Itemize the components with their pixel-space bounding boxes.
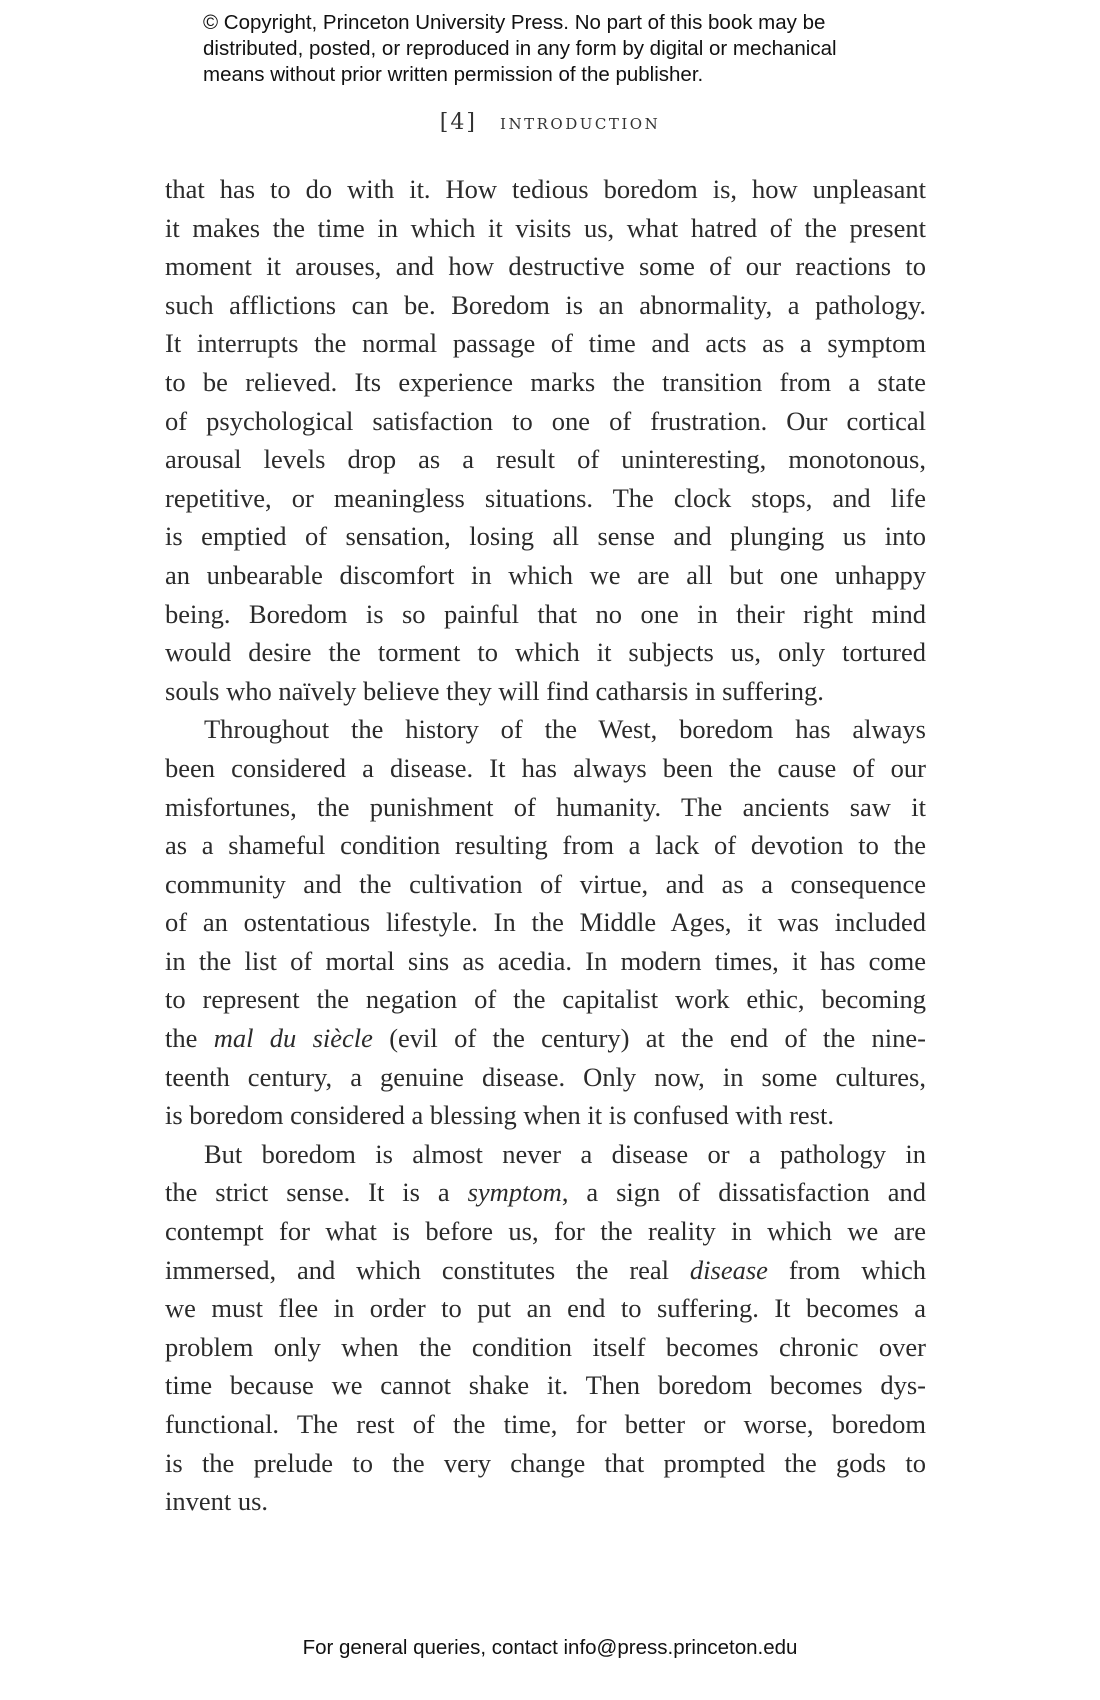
text-segment: , a sign of dissatisfaction and	[561, 1177, 926, 1208]
text-segment: from which	[767, 1254, 926, 1285]
running-header	[0, 110, 1100, 135]
text-line	[165, 1019, 926, 1058]
text-line: teenth century, a genuine disease. Only now, in some cultures,	[165, 1061, 926, 1092]
text-line: we must flee in order to put an end to suffering. It becomes a	[165, 1293, 926, 1324]
italic-text: disease	[689, 1254, 768, 1285]
text-line: as a shameful condition resulting from a lack of devotion to the	[165, 830, 926, 861]
text-line: is emptied of sensation, losing all sense and plunging us into	[165, 521, 926, 552]
text-segment: immersed, and which constitutes the real	[165, 1254, 690, 1285]
footer-contact: For general queries, contact info@press.princeton.edu	[302, 1636, 798, 1659]
text-line: would desire the torment to which it subjects us, only tortured	[165, 637, 926, 668]
text-line: But boredom is almost never a disease or a pathology in	[204, 1138, 926, 1169]
text-line: that has to do with it. How tedious boredom is, how unpleasant	[165, 174, 926, 204]
text-line: functional. The rest of the time, for better or worse, boredom	[165, 1409, 926, 1439]
text-line: of psychological satisfaction to one of frustration. Our cortical	[165, 405, 926, 436]
text-line: arousal levels drop as a result of uninteresting, monotonous,	[165, 444, 926, 475]
text-line: moment it arouses, and how destructive some of our reactions to	[165, 251, 926, 282]
copyright-line: distributed, posted, or reproduced in any form by digital or mechanical	[203, 37, 837, 60]
text-line	[165, 1251, 926, 1290]
text-line: community and the cultivation of virtue, and as a consequence	[165, 868, 926, 899]
body-text	[165, 170, 926, 1521]
text-line: to be relieved. Its experience marks the transition from a state	[165, 366, 926, 397]
text-line: an unbearable discomfort in which we are all but one unhappy	[165, 559, 926, 590]
running-title: INTRODUCTION	[500, 115, 661, 133]
text-line: repetitive, or meaningless situations. The clock stops, and life	[165, 482, 926, 513]
text-line: contempt for what is before us, for the reality in which we are	[165, 1216, 926, 1247]
page-number: [4]	[439, 110, 477, 135]
text-line	[165, 1173, 926, 1212]
text-line: to represent the negation of the capitalist work ethic, becoming	[165, 984, 926, 1015]
text-segment: the strict sense. It is a	[165, 1177, 468, 1208]
text-line: it makes the time in which it visits us, what hatred of the present	[165, 212, 926, 243]
text-segment: the	[165, 1023, 214, 1054]
text-line: is boredom considered a blessing when it is confused with rest.	[165, 1100, 834, 1131]
italic-text: mal du siècle	[213, 1023, 373, 1054]
text-line: been considered a disease. It has always been the cause of our	[165, 752, 926, 783]
text-line: souls who naïvely believe they will find catharsis in suffering.	[165, 675, 824, 706]
text-line: such afflictions can be. Boredom is an abnormality, a pathology.	[165, 289, 926, 320]
copyright-notice	[203, 10, 923, 88]
text-line: It interrupts the normal passage of time and acts as a symptom	[165, 328, 926, 359]
copyright-line: means without prior written permission of the publisher.	[203, 63, 704, 86]
text-segment: (evil of the century) at the end of the nine-	[372, 1023, 926, 1054]
text-line: in the list of mortal sins as acedia. In modern times, it has come	[165, 945, 926, 976]
text-line: misfortunes, the punishment of humanity. The ancients saw it	[165, 791, 926, 822]
text-line: Throughout the history of the West, boredom has always	[204, 714, 926, 745]
text-line: of an ostentatious lifestyle. In the Middle Ages, it was included	[165, 907, 926, 938]
italic-text: symptom	[467, 1177, 562, 1208]
text-line: being. Boredom is so painful that no one in their right mind	[165, 598, 926, 629]
text-line: problem only when the condition itself becomes chronic over	[165, 1331, 926, 1362]
text-line: invent us.	[165, 1486, 269, 1517]
text-line: is the prelude to the very change that prompted the gods to	[165, 1447, 926, 1478]
text-line: time because we cannot shake it. Then boredom becomes dys-	[165, 1370, 926, 1401]
copyright-line: © Copyright, Princeton University Press. No part of this book may be	[203, 11, 826, 34]
